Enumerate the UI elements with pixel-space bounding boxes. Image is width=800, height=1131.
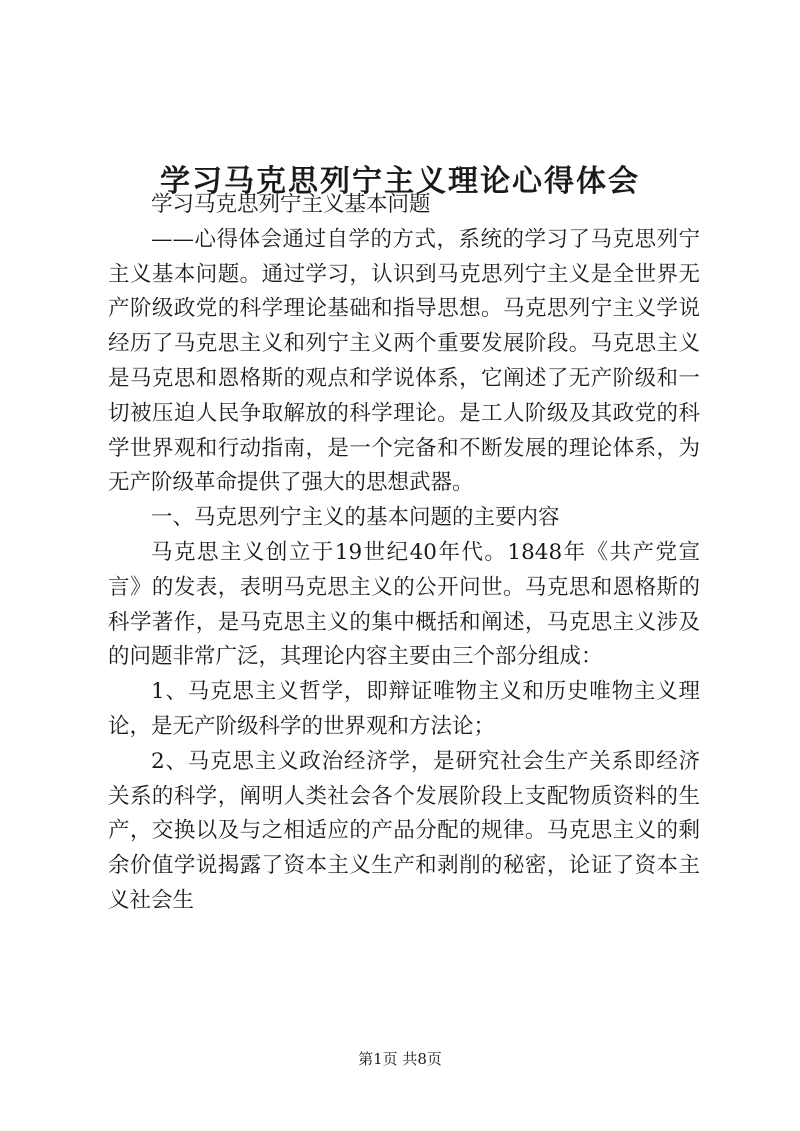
paragraph-section-heading: 一、马克思列宁主义的基本问题的主要内容 xyxy=(151,505,560,531)
paragraph-subtitle: 学习马克思列宁主义基本问题 xyxy=(151,192,431,217)
paragraph-item-2: 2、马克思主义政治经济学，是研究社会生产关系即经济关系的科学，阐明人类社会各个发展阶段上支配物质资料的生产，交换以及与之相适应的产品分配的规律。马克思主义的剩余价值学说揭露了资本主义生产和剥削的秘密，论证了资本主义社会生 xyxy=(108,748,700,913)
paragraph-origin: 马克思主义创立于19世纪40年代。1848年《共产党宣言》的发表，表明马克思主义的公开问世。马克思和恩格斯的科学著作，是马克思主义的集中概括和阐述，马克思主义涉及的问题非常广泛，其理论内容主要由三个部分组成： xyxy=(108,539,700,670)
document-body xyxy=(108,188,700,919)
page-footer: 第1页 共8页 xyxy=(358,1050,442,1068)
paragraph-item-1: 1、马克思主义哲学，即辩证唯物主义和历史唯物主义理论，是无产阶级科学的世界观和方法论； xyxy=(108,679,700,739)
paragraph-intro: ——心得体会通过自学的方式，系统的学习了马克思列宁主义基本问题。通过学习，认识到马克思列宁主义是全世界无产阶级政党的科学理论基础和指导思想。马克思列宁主义学说经历了马克思主义和列宁主义两个重要发展阶段。马克思主义是马克思和恩格斯的观点和学说体系，它阐述了无产阶级和一切被压迫人民争取解放的科学理论。是工人阶级及其政党的科学世界观和行动指南，是一个完备和不断发展的理论体系，为无产阶级革命提供了强大的思想武器。 xyxy=(108,226,700,496)
document-title: 学习马克思列宁主义理论心得体会 xyxy=(160,164,640,200)
